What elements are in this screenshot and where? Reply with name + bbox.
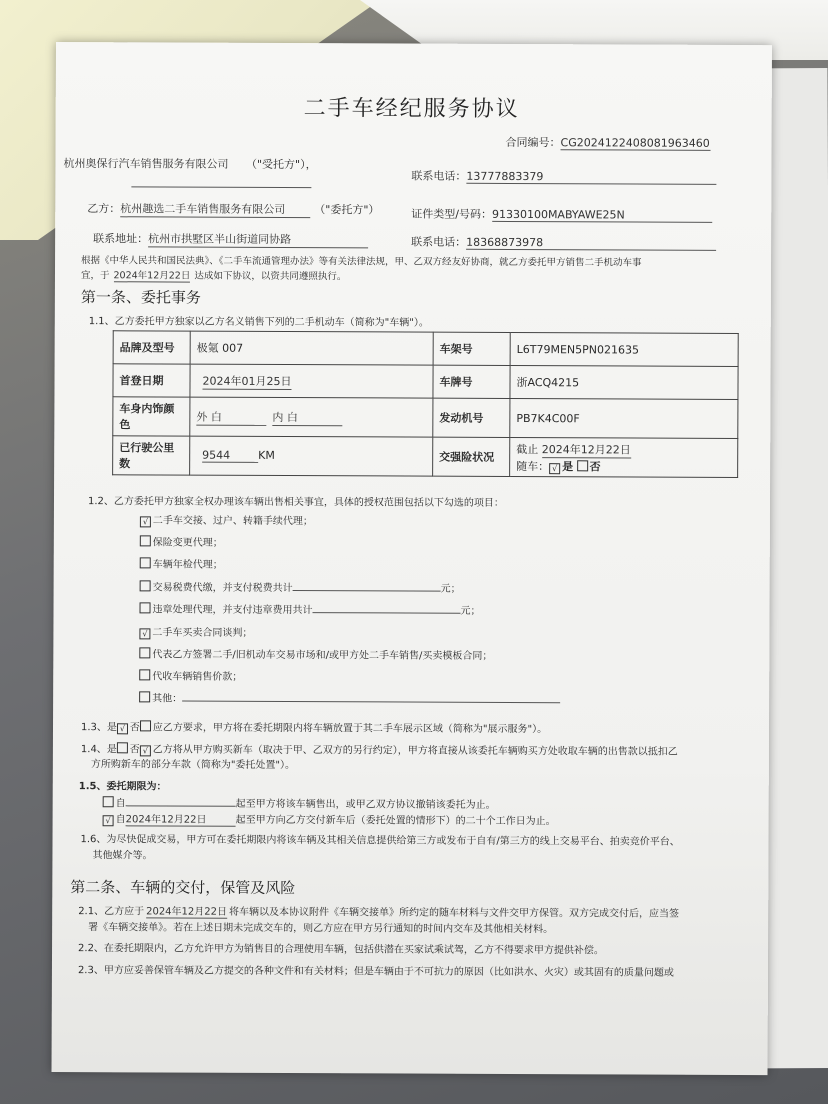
clause-2-2: 2.2、在委托期限内，乙方允许甲方为销售目的合理使用车辆，包括供潜在买家试乘试驾，乙方不得要求甲方提供补偿。 (78, 943, 604, 957)
plate-value: 浙ACQ4215 (510, 365, 738, 399)
option-checkbox[interactable] (139, 647, 150, 658)
clause-1-6: 1.6、为尽快促成交易，甲方可在委托期限内将该车辆及其相关信息提供给第三方或发布于自有/第三方的线上交易平台、拍卖竞价平台、 (80, 834, 680, 848)
option-checkbox[interactable] (140, 535, 151, 546)
inner-color: 内 白 (272, 408, 342, 425)
insurance-cell (510, 437, 738, 477)
insurance-label: 交强险状况 (433, 437, 510, 476)
mileage-label: 已行驶公里数 (113, 436, 190, 475)
option-checkbox[interactable]: √ (139, 628, 150, 639)
clause-2-1: 2.1、乙方应于 2024年12月22日 将车辆以及本协议附件《车辆交接单》所约定的随车材料与文件交甲方保管。双方完成交付后，应当签 (78, 902, 679, 921)
party-a-underline (131, 186, 311, 188)
clause-1-4: 1.4、是 否 √ 乙方将从甲方购买新车（取决于甲、乙双方的另行约定），甲方将直接从该委托车辆购买方处收取车辆的出售款以抵扣乙 (80, 744, 678, 758)
vin-value: L6T79MEN5PN021635 (510, 332, 738, 366)
option-collect-payment: 代收车辆销售价款； (139, 667, 242, 682)
vin-label: 车架号 (433, 332, 510, 365)
party-a-name: 杭州奥保行汽车销售服务有限公司 （"受托方"）， (63, 157, 317, 172)
option-negotiation: √ 二手车买卖合同谈判； (139, 623, 252, 639)
plate-label: 车牌号 (433, 365, 510, 398)
option-sign-contract: 代表乙方签署二手/旧机动车交易市场和/或甲方处二手车销售/买卖模板合同； (139, 645, 492, 662)
yes-checkbox[interactable] (117, 742, 128, 753)
table-row (113, 364, 738, 400)
clause-1-4-cont: 方所购新车的部分车款（简称为"委托处置"）。 (90, 759, 296, 772)
clause-1-1: 1.1、乙方委托甲方独家以乙方名义销售下列的二手机动车（简称为"车辆"）。 (88, 316, 429, 329)
table-row (113, 331, 738, 367)
brand-value: 极氪 007 (190, 331, 433, 365)
section-2-title: 第二条、车辆的交付，保管及风险 (70, 878, 296, 898)
term-checkbox[interactable] (103, 796, 114, 807)
intro-line-2: 宜，于 2024年12月22日 达成如下协议，以资共同遵照执行。 (81, 267, 346, 283)
term-checkbox[interactable]: √ (103, 815, 114, 826)
no-checkbox[interactable] (140, 720, 151, 731)
color-cell (190, 397, 433, 437)
party-b-id: 证件类型/号码：91330100MABYAWE25N (411, 206, 712, 223)
option-inspection: 车辆年检代理； (140, 555, 223, 570)
mileage-cell (190, 436, 433, 476)
option-checkbox[interactable]: √ (140, 516, 151, 527)
brand-label: 品牌及型号 (113, 331, 190, 364)
party-b-address: 联系地址：杭州市拱墅区半山街道同协路 (93, 230, 368, 248)
option-checkbox[interactable] (139, 691, 150, 702)
section-1-title: 第一条、委托事务 (80, 288, 201, 307)
no-checkbox[interactable]: √ (140, 745, 151, 756)
term-option-1: 自 起至甲方将该车辆售出，或甲乙双方协议撤销该委托为止。 (103, 794, 496, 811)
clause-2-1-cont: 署《车辆交接单》。若在上述日期未完成交车的，则乙方应在甲方另行通知的时间内交车及其他相关材料。 (88, 922, 554, 936)
option-tax: 交易税费代缴，并支付税费共计 元； (140, 578, 461, 594)
option-violation: 违章处理代理，并支付违章费用共计 元； (139, 600, 480, 616)
outer-color: 外 白 (196, 408, 266, 425)
clause-1-3: 1.3、是 √ 否 应乙方要求，甲方将在委托期限内将车辆放置于其二手车展示区域（简称为"展示服务"）。 (80, 722, 548, 736)
term-option-2: √ 自2024年12月22日 起至甲方向乙方交付新车后（委托处置的情形下）的二十个工作日为止。 (103, 810, 556, 828)
clause-1-5-title: 1.5、委托期限为： (78, 781, 167, 793)
contract-title: 二手车经纪服务协议 (303, 96, 520, 123)
option-checkbox[interactable] (140, 602, 151, 613)
party-a-phone: 联系电话：13777883379 (411, 168, 716, 185)
mileage-unit: KM (258, 448, 275, 462)
option-transfer: √ 二手车交接、过户、转籍手续代理； (140, 511, 313, 528)
vehicle-table (112, 330, 739, 478)
engine-value: PB7K4C00F (510, 398, 738, 438)
engine-label: 发动机号 (433, 398, 510, 437)
clause-2-3: 2.3、甲方应妥善保管车辆及乙方提交的各种文件和有关材料；但是车辆由于不可抗力的原因（比如洪水、火灾）或其固有的质量问题或 (77, 965, 674, 979)
option-checkbox[interactable] (140, 557, 151, 568)
mileage-value: 9544 (202, 449, 258, 463)
option-other: 其他： (139, 689, 560, 706)
option-checkbox[interactable] (140, 580, 151, 591)
reg-date-cell (190, 364, 433, 398)
party-b-phone: 联系电话：18368873978 (411, 234, 716, 251)
contract-no: 合同编号：CG2024122408081963460 (505, 135, 710, 150)
yes-checkbox[interactable]: √ (549, 463, 560, 474)
option-checkbox[interactable] (139, 669, 150, 680)
yes-checkbox[interactable]: √ (117, 723, 128, 734)
color-label: 车身内饰颜色 (113, 397, 190, 436)
table-row (113, 397, 738, 439)
party-b-name: 乙方：杭州趣选二手车销售服务有限公司 （"委托方"） (87, 202, 380, 217)
reg-date-label: 首登日期 (113, 364, 190, 397)
no-checkbox[interactable] (577, 460, 588, 471)
clause-1-2: 1.2、乙方委托甲方独家全权办理该车辆出售相关事宜，具体的授权范围包括以下勾选的项目： (87, 496, 504, 509)
option-insurance: 保险变更代理； (140, 533, 223, 548)
contract-page (52, 42, 772, 1075)
table-row (113, 436, 738, 478)
insurance-until: 截止 2024年12月22日 (516, 442, 631, 457)
insurance-with-car: 随车： √ 是 否 (516, 459, 601, 473)
clause-1-6-cont: 其他媒介等。 (92, 850, 153, 862)
intro-line-1: 根据《中华人民共和国民法典》、《二手车流通管理办法》等有关法律法规，甲、乙双方经友好协商，就乙方委托甲方销售二手机动车事 (81, 255, 642, 269)
reg-date-value: 2024年01月25日 (202, 374, 292, 388)
